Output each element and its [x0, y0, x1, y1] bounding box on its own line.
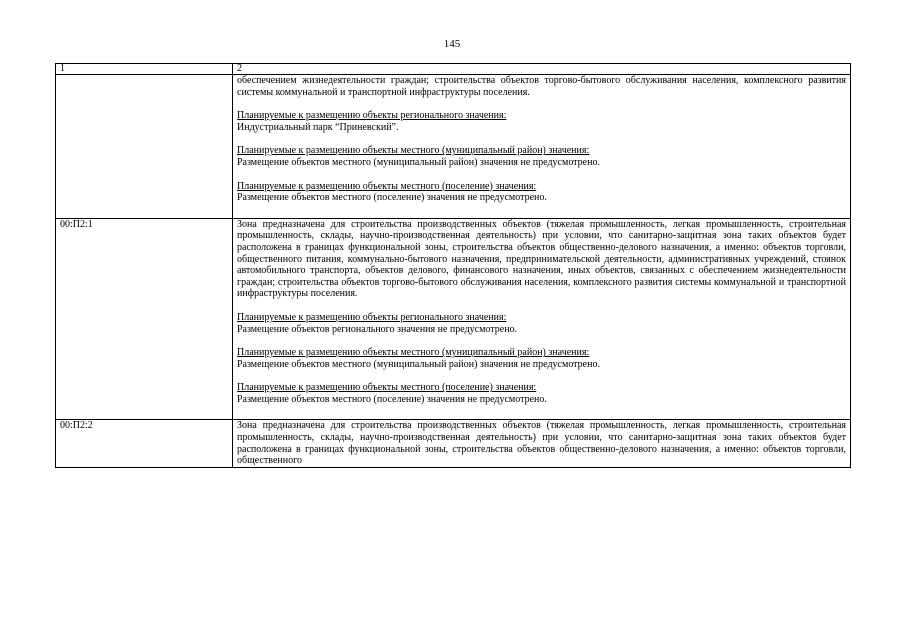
settlement-heading: Планируемые к размещению объекты местного (поселение) значения: — [237, 180, 537, 192]
zones-table — [55, 63, 851, 468]
settlement-heading: Планируемые к размещению объекты местного (поселение) значения: — [237, 382, 537, 394]
zone-code — [56, 75, 233, 219]
page-number: 145 — [443, 38, 461, 50]
regional-heading: Планируемые к размещению объекты регионального значения: — [237, 311, 507, 323]
table-row — [56, 218, 851, 420]
municipal-district-heading: Планируемые к размещению объекты местного (муниципальный район) значения: — [237, 145, 590, 157]
zone-code: 00:П2:2 — [56, 420, 233, 467]
regional-heading: Планируемые к размещению объекты регионального значения: — [237, 110, 507, 122]
zone-description: Зона предназначена для строительства производственных объектов (тяжелая промышленность, легкая промышленность, строительная промышленность, склады, научно-производственная деятельность) при условии, что санитарно-защитная зона таких объектов будет расположена в границах функциональной зоны, строительства объектов общественно-делового назначения, а именно: объектов торговли, общественного питания, коммунально-бытового назначения, предпринимательской деятельности, административных учреждений, стоянок автомобильного транспорта, объектов делового, финансового назначения, иных объектов, связанных с обеспечением жизнедеятельности граждан; строительства объектов торгово-бытового обслуживания населения, комплексного развития системы коммунальной и транспортной инфраструктуры поселения. — [237, 218, 846, 300]
settlement-text: Размещение объектов местного (поселение) значения не предусмотрено. — [237, 393, 547, 405]
zone-description: Зона предназначена для строительства производственных объектов (тяжелая промышленность, легкая промышленность, строительная промышленность, склады, научно-производственная деятельность) при условии, что санитарно-защитная зона таких объектов будет расположена в границах функциональной зоны, строительства объектов общественно-делового назначения, а именно: объектов торговли, общественного — [237, 420, 846, 467]
municipal-district-text: Размещение объектов местного (муниципальный район) значения не предусмотрено. — [237, 358, 600, 370]
table-header-row — [56, 64, 851, 75]
table-row — [56, 75, 851, 219]
header-col-1: 1 — [56, 64, 233, 75]
zone-description-cell — [233, 420, 851, 467]
municipal-district-heading: Планируемые к размещению объекты местного (муниципальный район) значения: — [237, 347, 590, 359]
regional-text: Индустриальный парк “Приневский”. — [237, 121, 399, 133]
settlement-text: Размещение объектов местного (поселение) значения не предусмотрено. — [237, 192, 547, 204]
zone-description: обеспечением жизнедеятельности граждан; строительства объектов торгово-бытового обслуживания населения, комплексного развития системы коммунальной и транспортной инфраструктуры поселения. — [237, 75, 846, 98]
zone-description-cell — [233, 218, 851, 420]
regional-text: Размещение объектов регионального значения не предусмотрено. — [237, 323, 518, 335]
zone-code: 00:П2:1 — [56, 218, 233, 420]
zone-description-cell — [233, 75, 851, 219]
header-col-2: 2 — [233, 64, 851, 75]
municipal-district-text: Размещение объектов местного (муниципальный район) значения не предусмотрено. — [237, 156, 600, 168]
table-row — [56, 420, 851, 467]
